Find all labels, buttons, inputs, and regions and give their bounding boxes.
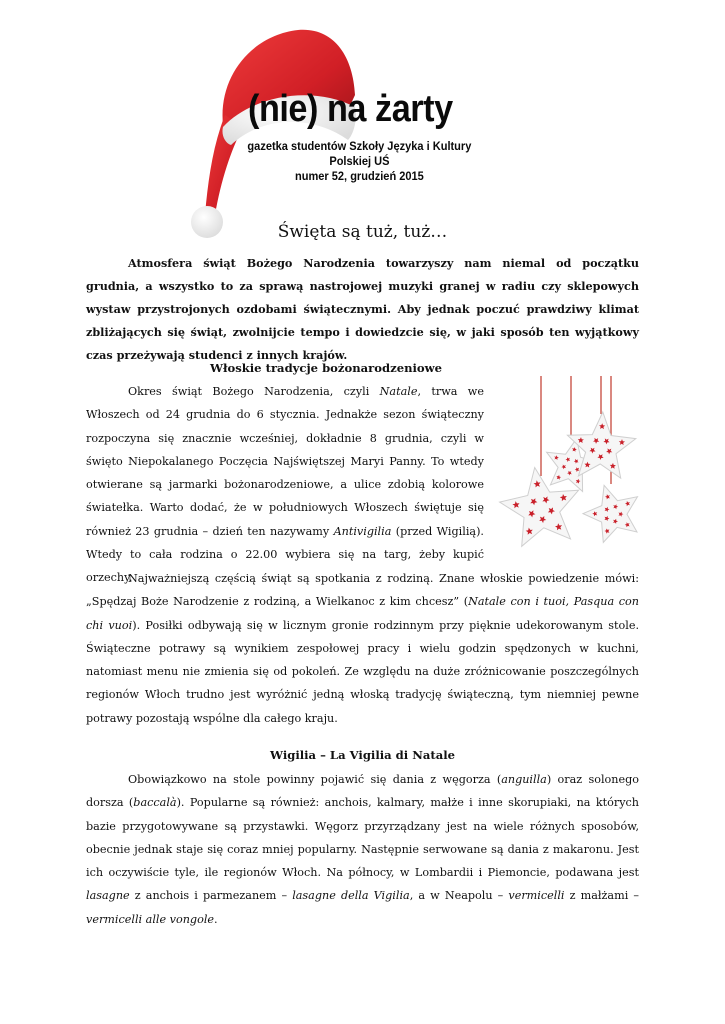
italic-phrase: vermicelli alle vongole	[86, 912, 215, 926]
italic-phrase: lasagne della Vigilia	[292, 889, 410, 903]
text-run: Najważniejszą częścią świąt są spotkania z rodziną. Znane włoskie powiedzenie mówi: „Spędzaj Boże Narodzenie z rodziną, a Wielkanoc z kim chcesz” (	[86, 572, 639, 609]
text-run: Okres świąt Bożego Narodzenia, czyli	[128, 385, 380, 398]
italic-phrase: lasagne	[86, 889, 130, 903]
italic-phrase: vermicelli	[508, 889, 565, 903]
text-run: (przed Wigilią). Wtedy to cała rodzina o 22.00 wybiera się na targ, żeby kupić orzechy.	[86, 524, 484, 585]
text-run: , a w Neapolu –	[409, 889, 509, 903]
text-run: Obowiązkowo na stole powinny pojawić się dania z węgorza (	[128, 773, 502, 786]
star-ornament	[583, 485, 638, 542]
italic-phrase: Antivigilia	[333, 524, 392, 538]
text-run: ). Popularne są również: anchois, kalmary, małże i inne skorupiaki, na których bazie przygotowywane są przystawki. Węgorz przyrządzany jest na wiele różnych sposobów, obecnie jednak staje się coraz mniej popularny. Następnie serwowane są dania z makaronu. Jest ich oczywiście tyle, ile regionów Włoch. Na północy, w Lombardii i Piemoncie, podawana jest	[86, 796, 639, 880]
section-heading-italian-traditions: Włoskie tradycje bożonarodzeniowe	[210, 361, 443, 375]
text-run: ) oraz solonego dorsza (	[86, 773, 639, 810]
text-run: z małżami –	[564, 889, 639, 903]
section-heading-vigilia: Wigilia – La Vigilia di Natale	[270, 748, 455, 762]
article-title: Święta są tuż, tuż…	[277, 222, 448, 242]
article-lead: Atmosfera świąt Bożego Narodzenia towarzyszy nam niemal od początku grudnia, a wszystko to za sprawą nastrojowej muzyki granej w radiu czy sklepowych wystaw przystrojonych ozdobami świątecznymi. Aby jednak poczuć prawdziwy klimat zbliżających się świąt, zwolnijcie tempo i dowiedzcie się, w jaki sposób ten wyjątkowy czas przeżywają studenci z innych krajów.	[86, 256, 639, 362]
text-run: ). Posiłki odbywają się w licznym gronie rodzinnym przy pięknie udekorowanym stole. Świąteczne potrawy są wynikiem zespołowej pracy i wielu godzin spędzonych w kuchni, natomiast menu nie zmienia się od pokoleń. Ze względu na duże zróżnicowanie poszczególnych regionów Włoch trudno jest wyróżnić jedną włoską tradycję świąteczną, tym niemniej pewne potrawy pozostają wspólne dla całego kraju.	[86, 618, 639, 725]
paragraph-1	[86, 380, 484, 590]
paragraph-2	[86, 567, 639, 730]
star-ornaments-icon	[493, 376, 651, 554]
issue-line: numer 52, grudzień 2015	[294, 169, 424, 183]
italic-phrase: anguilla	[501, 773, 547, 786]
italic-phrase: Natale	[379, 385, 418, 398]
subtitle-line-1: gazetka studentów Szkoły Języka i Kultury Polskiej UŚ	[247, 139, 472, 168]
newsletter-title: (nie) na żarty	[248, 88, 453, 130]
text-run: z anchois i parmezanem –	[129, 889, 293, 903]
italic-phrase: baccalà	[133, 796, 177, 810]
text-run: , trwa we Włoszech od 24 grudnia do 6 stycznia. Jednakże sezon świąteczny rozpoczyna się znacznie wcześniej, dokładnie 8 grudnia, czyli w święto Niepokalanego Poczęcia Najświętszej Maryi Panny. To wtedy otwierane są jarmarki bożonarodzeniowe, a ulice zdobią kolorowe światełka. Warto dodać, że w południowych Włoszech świętuje się również 23 grudnia – dzień ten nazywamy	[86, 385, 484, 538]
italic-phrase: Natale con i tuoi, Pasqua con chi vuoi	[86, 595, 639, 632]
newsletter-subtitle	[226, 139, 493, 184]
text-run: .	[214, 912, 218, 926]
paragraph-3	[86, 768, 639, 931]
